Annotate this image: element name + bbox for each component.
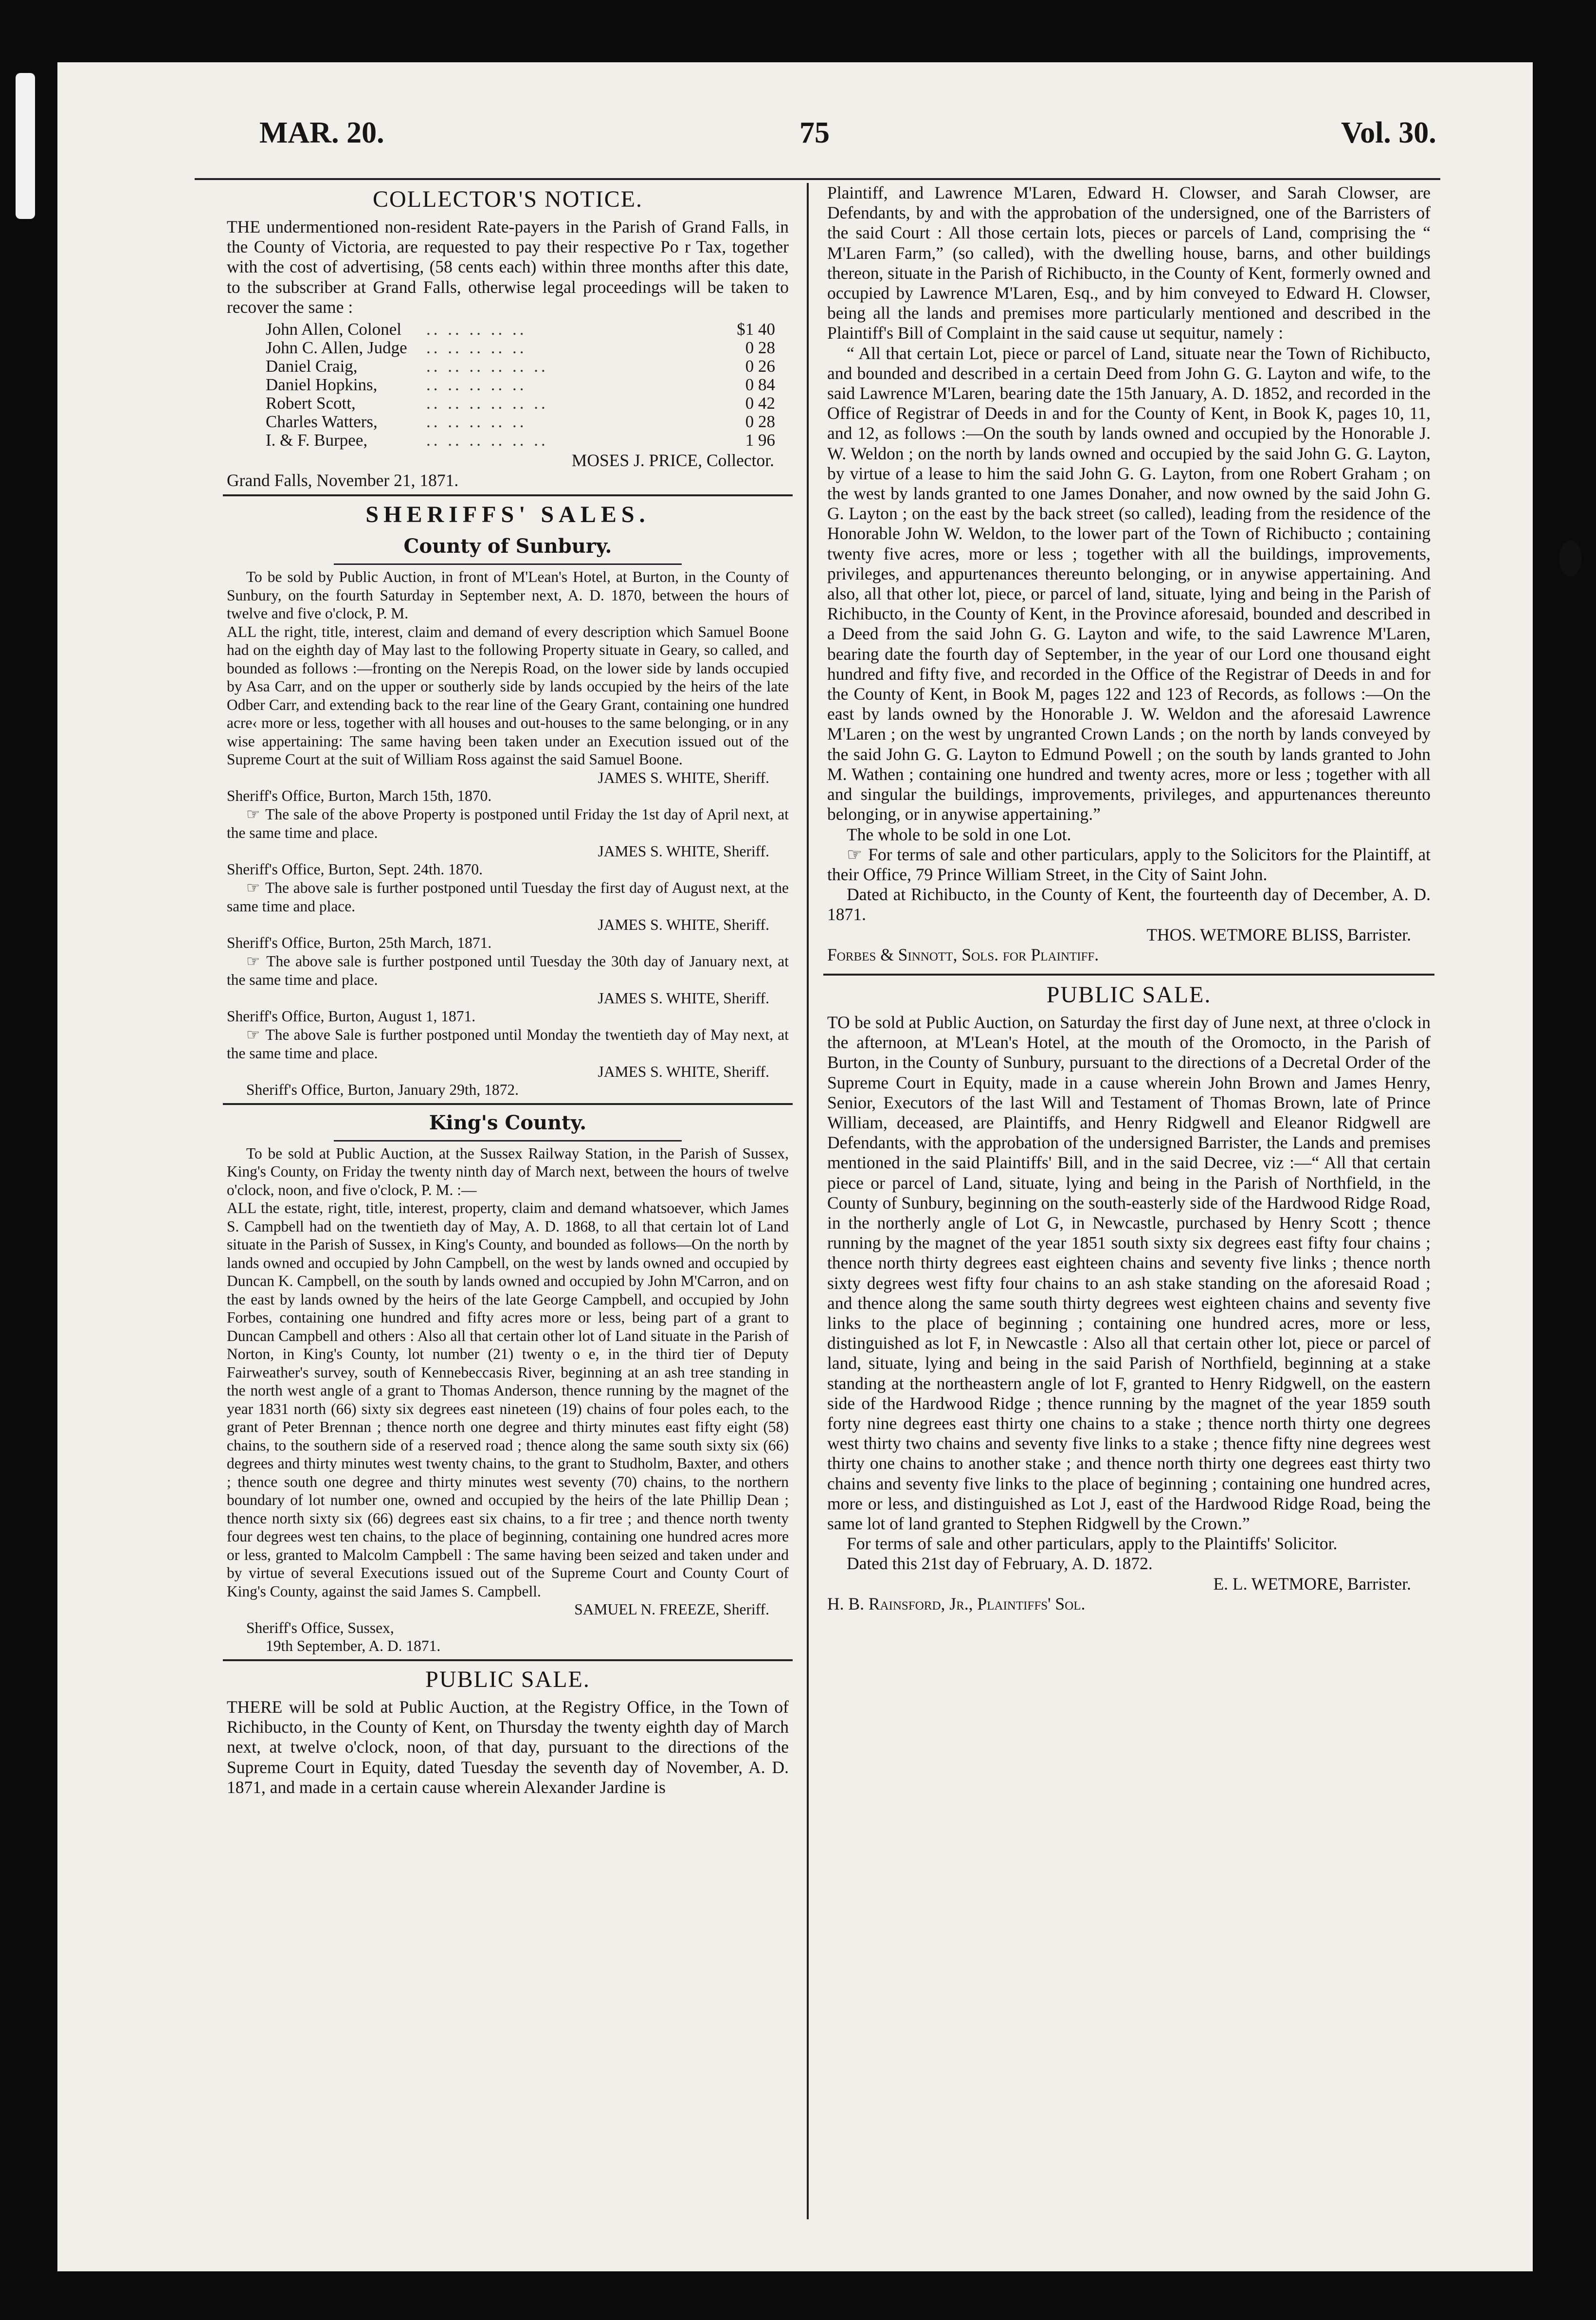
heading-rule xyxy=(334,1140,682,1142)
header-rule xyxy=(195,178,1440,180)
sheriffs-sales-title: SHERIFFS' SALES. xyxy=(365,502,650,528)
public-sale-1-terms: ☞ For terms of sale and other particulars, apply to the Solicitors for the Plaintiff, at their Office, 79 Prince William Street, in the City of Saint John. xyxy=(827,844,1431,884)
public-sale-2-signature: E. L. WETMORE, Barrister. xyxy=(1213,1574,1411,1594)
list-item: Daniel Craig, .. .. .. .. .. .. 0 26 xyxy=(266,357,775,376)
ratepayer-list xyxy=(227,320,789,450)
kings-signature: SAMUEL N. FREEZE, Sheriff. xyxy=(574,1601,769,1618)
header-page-number: 75 xyxy=(799,116,830,149)
list-item: Daniel Hopkins, .. .. .. .. .. 0 84 xyxy=(266,375,775,395)
section-rule xyxy=(223,1103,793,1105)
left-column xyxy=(227,183,789,1797)
sunbury-intro: To be sold by Public Auction, in front of M'Lean's Hotel, at Burton, in the County of Sunbury, on the fourth Saturday in September next, A. D. 1870, between the hours of twelve and five o'clock, P. M. xyxy=(227,568,789,622)
pointing-hand-icon: ☞ xyxy=(246,879,266,897)
sunbury-heading: County of Sunbury. xyxy=(403,535,612,558)
kings-intro: To be sold at Public Auction, at the Sussex Railway Station, in the Parish of Sussex, King's County, on Friday the twenty ninth day of March next, between the hours of twelve o'clock, noon, and five o'clock, P. M. :— xyxy=(227,1144,789,1198)
pointing-hand-icon: ☞ xyxy=(847,844,869,865)
scan-mark xyxy=(1560,540,1581,577)
sunbury-date-3: Sheriff's Office, Burton, 25th March, 1871. xyxy=(227,934,492,952)
sunbury-signature-5: JAMES S. WHITE, Sheriff. xyxy=(598,1063,769,1080)
public-sale-1-quote: “ All that certain Lot, piece or parcel of Land, situate near the Town of Richibucto, and bounded and described in a certain Deed from John G. G. Layton and wife, to the said Lawrence M'Laren, bearing date the 15th January, A. D. 1852, and recorded in the Office of Registrar of Deeds in and for the County of Kent, in Book K, pages 10, 11, and 12, as follows :—On the south by lands owned and occupied by the Honorable J. W. Weldon ; on the north by lands owned and occupied by the said John G. G. Layton, by virtue of a lease to him the said John G. G. Layton, from one Robert Graham ; on the west by lands granted to one James Donaher, and now owned by the said John G. G. Layton ; on the east by the back street (so called), leading from the residence of the Honorable John W. Weldon, to the lower part of the Town of Richibucto ; containing twenty five acres, more or less ; together with all the buildings, improvements, privileges, and appurtenances thereunto belonging, or in anywise appertaining. And also, all that other lot, piece, or parcel of land, situate, lying and being in the Parish of Richibucto, in the County of Kent, in the Province aforesaid, bounded and described in a Deed from the said John G. G. Layton and wife, to the said Lawrence M'Laren, bearing date the fourth day of September, in the year of our Lord one thousand eight hundred and fifty five, and recorded in the Office of the Registrar of Deeds in and for the County of Kent, in Book M, pages 122 and 123 of Records, as follows :—On the east by lands owned by the Honorable J. W. Weldon and the aforesaid Lawrence M'Laren ; on the west by ungranted Crown Lands ; on the north by lands conveyed by the said John G. G. Layton to Edmund Powell ; on the south by lands granted to John M. Wathen ; containing one hundred and twenty acres, more or less ; together with all and singular the buildings, improvements, privileges, and appurtenances thereunto belonging, or in anywise appertaining.” xyxy=(827,343,1431,824)
newspaper-page xyxy=(57,62,1533,2271)
sunbury-signature-3: JAMES S. WHITE, Sheriff. xyxy=(598,916,769,933)
sunbury-date-4: Sheriff's Office, Burton, August 1, 1871. xyxy=(227,1008,476,1025)
public-sale-2-dated: Dated this 21st day of February, A. D. 1872. xyxy=(847,1554,1153,1574)
header-date: MAR. 20. xyxy=(259,116,384,149)
sunbury-signature-2: JAMES S. WHITE, Sheriff. xyxy=(598,842,769,860)
collector-signature: MOSES J. PRICE, Collector. xyxy=(571,451,774,471)
pointing-hand-icon: ☞ xyxy=(246,1026,266,1044)
pointing-hand-icon: ☞ xyxy=(246,952,267,970)
sunbury-date-5: Sheriff's Office, Burton, January 29th, 1872. xyxy=(246,1081,519,1099)
section-rule xyxy=(223,1659,793,1661)
sunbury-postponement-1: ☞ The sale of the above Property is postponed until Friday the 1st day of April next, at the same time and place. xyxy=(227,805,789,842)
list-item: John C. Allen, Judge .. .. .. .. .. 0 28 xyxy=(266,338,775,358)
sunbury-signature-1: JAMES S. WHITE, Sheriff. xyxy=(598,769,769,786)
sunbury-date-1: Sheriff's Office, Burton, March 15th, 1870. xyxy=(227,787,492,805)
sunbury-postponement-2: ☞ The above sale is further postponed until Tuesday the first day of August next, at the same time and place. xyxy=(227,879,789,915)
public-sale-2-terms: For terms of sale and other particulars, apply to the Plaintiffs' Solicitor. xyxy=(847,1534,1338,1554)
section-rule xyxy=(223,494,793,496)
pointing-hand-icon: ☞ xyxy=(246,805,266,823)
kings-heading: King's County. xyxy=(429,1111,587,1134)
kings-date-b: 19th September, A. D. 1871. xyxy=(266,1637,441,1655)
list-item: Charles Watters, .. .. .. .. .. 0 28 xyxy=(266,412,775,432)
public-sale-1-body-right: Plaintiff, and Lawrence M'Laren, Edward H. Clowser, and Sarah Clowser, are Defendants, by and with the approbation of the undersigned, one of the Barristers of the said Court : All those certain lots, pieces or parcels of Land, comprising the “ M'Laren Farm,” (so called), with the dwelling house, barns, and other buildings thereon, situate in the Parish of Richibucto, in the County of Kent, formerly owned and occupied by Lawrence M'Laren, Esq., and by him conveyed to Edward H. Clowser, being all the lands and premises more particularly mentioned and described in the Plaintiff's Bill of Complaint in the said cause ut sequitur, namely : xyxy=(827,183,1431,343)
public-sale-1-solicitors: Forbes & Sinnott, Sols. for Plaintiff. xyxy=(827,944,1099,964)
column-divider xyxy=(807,183,809,2219)
public-sale-2-title: PUBLIC SALE. xyxy=(1046,981,1212,1008)
right-column xyxy=(827,183,1431,1614)
collector-dateline: Grand Falls, November 21, 1871. xyxy=(227,471,459,490)
public-sale-1-signature: THOS. WETMORE BLISS, Barrister. xyxy=(1146,924,1411,944)
sunbury-postponement-4: ☞ The above Sale is further postponed until Monday the twentieth day of May next, at the same time and place. xyxy=(227,1026,789,1062)
public-sale-1-whole: The whole to be sold in one Lot. xyxy=(847,824,1071,844)
sunbury-signature-4: JAMES S. WHITE, Sheriff. xyxy=(598,989,769,1007)
public-sale-1-body-left: THERE will be sold at Public Auction, at the Registry Office, in the Town of Richibucto, in the County of Kent, on Thursday the twenty eighth day of March next, at twelve o'clock, noon, of that day, pursuant to the directions of the Supreme Court in Equity, dated Tuesday the seventh day of November, A. D. 1871, and made in a certain cause wherein Alexander Jardine is xyxy=(227,1697,789,1797)
header-volume: Vol. 30. xyxy=(1341,116,1436,149)
list-item: I. & F. Burpee, .. .. .. .. .. .. 1 96 xyxy=(266,431,775,450)
sunbury-date-2: Sheriff's Office, Burton, Sept. 24th. 1870. xyxy=(227,861,483,878)
page-edge-tab xyxy=(16,73,35,219)
sunbury-postponement-3: ☞ The above sale is further postponed until Tuesday the 30th day of January next, at the same time and place. xyxy=(227,952,789,989)
kings-date-a: Sheriff's Office, Sussex, xyxy=(246,1619,394,1636)
section-rule xyxy=(823,974,1434,976)
list-item: John Allen, Colonel .. .. .. .. .. $1 40 xyxy=(266,320,775,339)
list-item: Robert Scott, .. .. .. .. .. .. 0 42 xyxy=(266,394,775,413)
collectors-notice-body: THE undermentioned non-resident Rate-payers in the Parish of Grand Falls, in the County of Victoria, are requested to pay their respective Po r Tax, together with the cost of advertising, (58 cents each) within three months after this date, to the subscriber at Grand Falls, otherwise legal proceedings will be taken to recover the same : xyxy=(227,217,789,317)
collectors-notice-title: COLLECTOR'S NOTICE. xyxy=(372,186,643,212)
public-sale-2-body: TO be sold at Public Auction, on Saturday the first day of June next, at three o'clock in the afternoon, at M'Lean's Hotel, at the mouth of the Oromocto, in the Parish of Burton, in the County of Sunbury, pursuant to the directions of a Decretal Order of the Supreme Court in Equity, made in a cause wherein John Brown and James Henry, Senior, Executors of the last Will and Testament of Thomas Brown, late of Prince William, deceased, are Plaintiffs, and Henry Ridgwell and Eleanor Ridgwell are Defendants, with the approbation of the undersigned Barrister, the Lands and premises mentioned in the said Plaintiffs' Bill, and in the said Decree, viz :—“ All that certain piece or parcel of Land, situate, lying and being in the Parish of Northfield, in the County of Sunbury, beginning on the south-easterly side of the Hardwood Ridge Road, in the northerly angle of Lot G, in Newcastle, purchased by Henry Scott ; thence running by the magnet of the year 1851 south sixty six degrees east fifty four chains ; thence north thirty degrees east eighteen chains and seventy five links ; thence north sixty degrees west fifty four chains to an ash stake standing on the aforesaid Road ; and thence along the same south thirty degrees west eighteen chains and seventy five links to the place of beginning ; containing one hundred acres, more or less, distinguished as lot F, in Newcastle : Also all that certain other lot, piece or parcel of land, situate, lying and being in the said Parish of Northfield, beginning at a stake standing at the northeastern angle of lot F, granted to Henry Ridgwell, on the eastern side of the Hardwood Ridge ; thence running by the magnet of the year 1859 south forty nine degrees east thirty one chains to a stake ; thence north thirty one degrees west thirty two chains and seventy five links to a stake ; thence fifty nine degrees west thirty one chains to another stake ; and thence north thirty one degrees east thirty two chains and seventy five links to the place of beginning ; containing one hundred acres, more or less, and distinguished as Lot J, east of the Hardwood Ridge Road, being the same lot of land granted to Stephen Ridgwell by the Crown.” xyxy=(827,1012,1431,1533)
sunbury-body: ALL the right, title, interest, claim and demand of every description which Samuel Boone had on the eighth day of May last to the following Property situate in Geary, so called, and bounded as follows :—fronting on the Nerepis Road, on the lower side by lands occupied by Asa Carr, and on the upper or southerly side by lands occupied by the heirs of the late Odber Carr, and extending back to the rear line of the Geary Grant, containing one hundred acre‹ more or less, together with all houses and out-houses to the same belonging, or in any wise appertaining: The same having been taken under an Execution issued out of the Supreme Court at the suit of William Ross against the said Samuel Boone. xyxy=(227,623,789,768)
public-sale-1-dated: Dated at Richibucto, in the County of Kent, the fourteenth day of December, A. D. 1871. xyxy=(827,885,1431,924)
public-sale-1-title: PUBLIC SALE. xyxy=(425,1666,590,1692)
kings-body: ALL the estate, right, title, interest, property, claim and demand whatsoever, which James S. Campbell had on the twentieth day of May, A. D. 1868, to all that certain lot of Land situate in the Parish of Sussex, in King's County, and bounded as follows—On the north by lands owned and occupied by John Campbell, on the west by lands owned and occupied by Duncan K. Campbell, on the south by lands owned and occupied by John M'Carron, and on the east by lands owned by the heirs of the late George Campbell, and occupied by John Forbes, containing one hundred and fifty acres more or less, being part of a grant to Duncan Campbell and others : Also all that certain other lot of Land situate in the Parish of Norton, in King's County, lot number (21) twenty o e, in the third tier of Deputy Fairweather's survey, south of Kennebeccasis River, beginning at an ash tree standing in the north west angle of a grant to Thomas Anderson, thence running by the magnet of the year 1831 north (66) sixty six degrees east nineteen (19) chains of four poles each, to the grant of Peter Brennan ; thence north one degree and thirty minutes east fifty eight (58) chains, to the southern side of a reserved road ; thence along the same south sixty six (66) degrees and thirty minutes west twenty chains, to the grant to Studholm, Baxter, and others ; thence south one degree and thirty minutes west seventy (70) chains, to the northern boundary of lot number one, owned and occupied by the heirs of the late Phillip Dean ; thence north sixty six (66) degrees east six chains, to a fir tree ; and thence north twenty four degrees west ten chains, to the place of beginning, containing one hundred acres more or less, granted to Malcolm Campbell : The same having been seized and taken under and by virtue of several Executions issued out of the Supreme Court and County Court of King's County, against the said James S. Campbell. xyxy=(227,1199,789,1600)
page-header xyxy=(57,116,1533,160)
public-sale-2-solicitor: H. B. Rainsford, Jr., Plaintiffs' Sol. xyxy=(827,1594,1086,1613)
heading-rule xyxy=(334,563,682,565)
